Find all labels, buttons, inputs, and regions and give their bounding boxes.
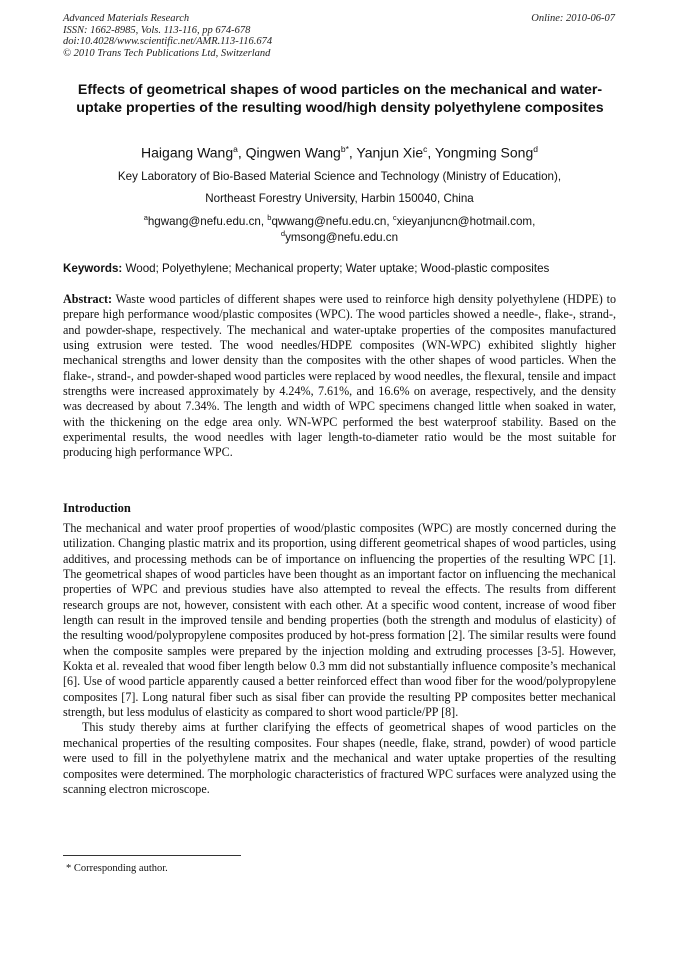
author-name: Haigang Wang	[141, 144, 234, 161]
affiliation-line-2: Northeast Forestry University, Harbin 150040, China	[205, 192, 474, 205]
abstract	[63, 292, 616, 461]
email-sup: d	[280, 229, 286, 238]
email-address[interactable]: qwwang@nefu.edu.cn,	[271, 214, 390, 228]
journal-doi: doi:10.4028/www.scientific.net/AMR.113-116.674	[63, 36, 273, 47]
author-sup: d	[533, 144, 538, 154]
author-name: Qingwen Wang	[245, 144, 341, 161]
journal-issn: ISSN: 1662-8985, Vols. 113-116, pp 674-678	[63, 24, 251, 36]
author-sup: a	[233, 144, 238, 154]
email-address[interactable]: hgwang@nefu.edu.cn,	[147, 214, 265, 228]
email-address[interactable]: ymsong@nefu.edu.cn	[285, 230, 399, 244]
footnote: * Corresponding author.	[66, 863, 168, 874]
journal-name: Advanced Materials Research	[63, 13, 190, 24]
paper-title: Effects of geometrical shapes of wood particles on the mechanical and water-uptake properties of the resulting wood/high density polyethylene composites	[76, 82, 604, 116]
author-name: Yongming Song	[434, 144, 534, 161]
journal-header	[63, 13, 403, 59]
footnote-divider	[63, 855, 241, 856]
email-line-2	[63, 227, 616, 245]
journal-copyright: © 2010 Trans Tech Publications Ltd, Switzerland	[63, 47, 271, 59]
author-name: Yanjun Xie	[356, 144, 424, 161]
email-sup: b	[267, 213, 272, 222]
keywords-label: Keywords:	[63, 262, 123, 275]
email-address[interactable]: xieyanjuncn@hotmail.com,	[396, 214, 536, 228]
abstract-label: Abstract:	[63, 292, 113, 306]
intro-paragraph-2: This study thereby aims at further clarifying the effects of geometrical shapes of wood particles on the mechanical properties of the resulting composites. Four shapes (needle, flake, strand, powder) of wood particle were used to fill in the polyethylene matrix and the mechanical and water uptake properties of the resulting composites were determined. The morphologic characteristics of fractured WPC surfaces were analyzed using the scanning electron microscope.	[63, 720, 616, 796]
online-date: Online: 2010-06-07	[531, 13, 615, 24]
affiliation-line-1: Key Laboratory of Bio-Based Material Science and Technology (Ministry of Education),	[117, 170, 562, 183]
keywords	[63, 262, 616, 275]
author-sup: c	[423, 144, 428, 154]
keywords-text: Wood; Polyethylene; Mechanical property; Water uptake; Wood-plastic composites	[125, 262, 550, 275]
intro-paragraph-1: The mechanical and water proof properties of wood/plastic composites (WPC) are mostly concerned during the utilization. Changing plastic matrix and its proportion, using different geometrical shapes of wood particles, using additives, and processing methods can be of importance on influencing the properties of the resulting WPC [1]. The geometrical shapes of wood particles have been thought as an important factor on influencing the mechanical properties of WPC and previous studies have also attempted to reveal the effects. The results from different research groups are not, however, consistent with each other. At a specific wood content, increase of wood fiber length can result in the improved tensile and bending properties (both the strength and modulus of elasticity) of the resulting wood/polypropylene composites produced by hot-press formation [2]. The similar results were found when the composite samples were prepared by the injection molding and extruding processes [3-5]. However, Kokta et al. revealed that wood fiber length below 0.3 mm did not substantially influence composite’s mechanical [6]. Use of wood particle apparently caused a better reinforced effect than wood fiber for the wood/polypropylene composites [7]. Long natural fiber such as sisal fiber can provide the resulting PP composites better mechanical strength, but less modulus of elasticity as compared to short wood particle/PP [8].	[63, 521, 616, 720]
introduction-heading: Introduction	[63, 501, 131, 515]
email-sup: a	[143, 213, 148, 222]
author-sup: b*	[340, 144, 349, 154]
author-list: Haigang Wang$^a$, Qingwen Wang$^{b*}$, Yanjun Xie$^c$, Yongming Song$^d$	[141, 144, 538, 161]
abstract-text: Waste wood particles of different shapes were used to reinforce high density polyethylene (HDPE) to prepare high performance wood/plastic composites (WPC). The wood particles showed a needle-, flake-, strand-, and powder-shape, respectively. The mechanical and water-uptake properties of the composites manufactured using extrusion were tested. The wood needles/HDPE composites (WN-WPC) exhibited slightly higher mechanical strengths and lower density than the composites with the other shapes of wood particles. When the flake-, strand-, and powder-shaped wood particles were replaced by wood needles, the flexural, tensile and impact strengths were increased approximately by 4.24%, 7.61%, and 16.6% on average, respectively, and the density was decreased by about 7.34%. The length and width of WPC specimens changed little when soaked in water, with the thickening on the edge area only. WN-WPC performed the best waterproof stability. Based on the experimental results, the wood needles with lager length-to-diameter ratio would be the most suitable for producing high performance WPC.	[63, 292, 616, 460]
email-sup: c	[392, 213, 397, 222]
introduction-body	[63, 521, 616, 797]
